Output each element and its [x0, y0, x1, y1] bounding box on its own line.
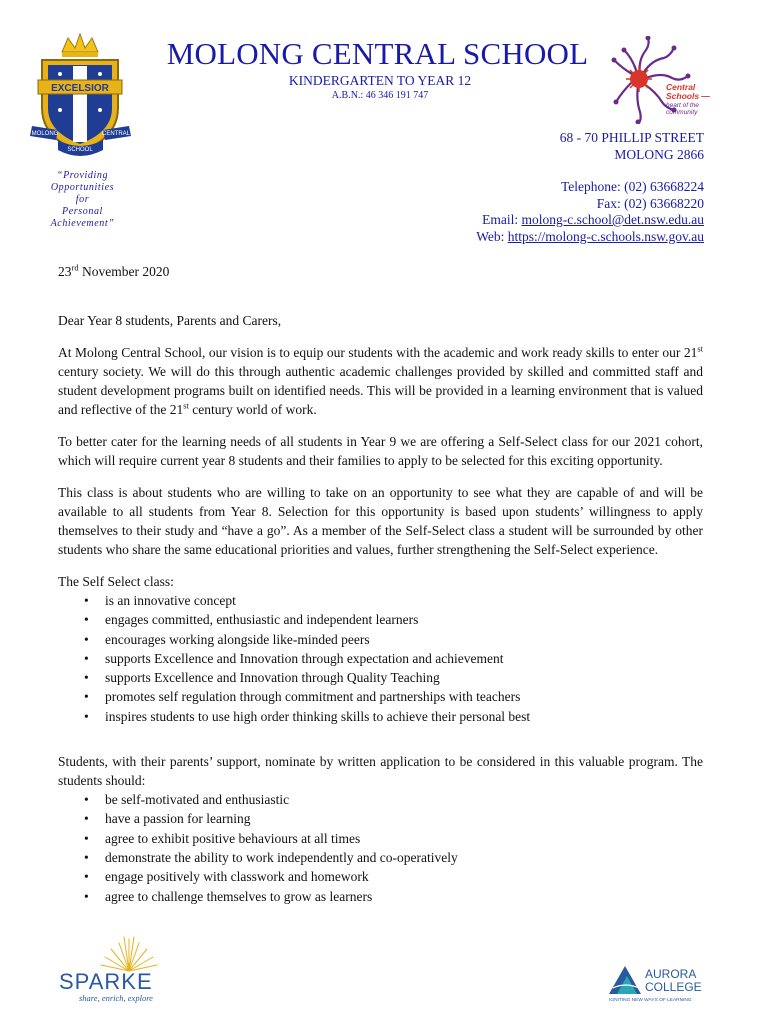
list-item: • supports Excellence and Innovation through Quality Teaching — [105, 668, 703, 687]
sparke-wordmark: SPARKE — [59, 969, 153, 994]
crest-ribbon-left: MOLONG — [31, 131, 59, 137]
sparke-logo — [55, 935, 170, 1005]
school-title: MOLONG CENTRAL SCHOOL — [166, 36, 589, 71]
student-requirements-list — [58, 790, 703, 906]
address-telephone: Telephone: (02) 63668224 — [560, 179, 704, 194]
motto-line: Opportunities — [50, 182, 115, 193]
web-label: Web: — [476, 228, 508, 244]
list-item: • is an innovative concept — [105, 591, 703, 610]
email-link[interactable]: molong-c.school@det.nsw.edu.au — [521, 212, 704, 227]
school-abn: A.B.N.: 46 346 191 747 — [331, 90, 429, 101]
list-item: • engages committed, enthusiastic and independent learners — [105, 610, 703, 629]
address-street: 68 - 70 PHILLIP STREET — [559, 130, 704, 145]
aurora-tagline: IGNITING NEW WAYS OF LEARNING — [609, 998, 692, 1003]
email-label: Email: — [482, 212, 522, 227]
school-crest — [28, 30, 133, 165]
motto-line: “Providing — [56, 170, 109, 181]
p1-sup1: st — [697, 343, 703, 354]
p1-part-a: At Molong Central School, our vision is to equip our students with the academic and work ready skills to enter our 21 — [58, 345, 698, 360]
address-block — [476, 130, 704, 245]
central-logo-line4: community — [666, 109, 698, 116]
address-web-row — [476, 229, 704, 246]
list-item: • agree to exhibit positive behaviours at all times — [105, 829, 703, 848]
p1-sup2: st — [183, 400, 189, 411]
self-select-features-list — [58, 591, 703, 726]
crest-banner-text: EXCELSIOR — [51, 83, 109, 94]
letter-body — [58, 262, 703, 906]
paragraph-offer: To better cater for the learning needs of all students in Year 9 we are offering a Self-Select class for our 2021 cohort, which will require current year 8 students and their families to apply to be selected for this exciting opportunity. — [58, 434, 703, 468]
aurora-college-logo — [605, 962, 715, 1004]
address-email-row — [476, 212, 704, 229]
p1-part-c: century world of work. — [188, 402, 317, 417]
date-day: 23 — [58, 264, 72, 279]
p1-part-b: century society. We will do this through authentic academic challenges provided by skilled and committed staff and student development programs built on identified needs. This will be provided in a learning environment that is valued and reflective of the 21 — [58, 364, 703, 417]
web-link[interactable]: https://molong-c.schools.nsw.gov.au — [507, 228, 704, 244]
date-rest: November 2020 — [78, 264, 170, 279]
school-motto — [30, 170, 135, 230]
letter-date — [58, 262, 703, 281]
list-item: • agree to challenge themselves to grow as learners — [105, 887, 703, 906]
paragraph-vision — [58, 343, 703, 419]
central-logo-line3: heart of the — [666, 102, 699, 109]
central-logo-line2: Schools — — [666, 91, 710, 101]
list-item: • promotes self regulation through commitment and partnerships with teachers — [105, 687, 703, 706]
list-item: • engage positively with classwork and homework — [105, 867, 703, 886]
aurora-line2: COLLEGE — [645, 980, 702, 994]
address-town: MOLONG 2866 — [614, 146, 704, 162]
crest-ribbon-bottom: SCHOOL — [67, 147, 93, 153]
sparke-tagline: share, enrich, explore — [79, 993, 153, 1003]
motto-line: Personal — [62, 206, 103, 217]
school-subtitle: KINDERGARTEN TO YEAR 12 — [288, 73, 472, 88]
list-item: • inspires students to use high order thinking skills to achieve their personal best — [105, 707, 703, 726]
motto-line: for — [75, 194, 90, 205]
crest-ribbon-right: CENTRAL — [101, 131, 131, 137]
list-item: • supports Excellence and Innovation through expectation and achievement — [105, 649, 703, 668]
central-logo-line1: Central — [666, 82, 696, 92]
list-item: • demonstrate the ability to work independently and co-operatively — [105, 848, 703, 867]
list1-intro: The Self Select class: — [58, 574, 174, 589]
central-schools-logo — [610, 36, 720, 124]
date-suffix: rd — [71, 262, 79, 273]
motto-line: Achievement” — [50, 218, 115, 229]
list-item: • have a passion for learning — [105, 809, 703, 828]
letter-greeting: Dear Year 8 students, Parents and Carers, — [58, 313, 282, 328]
paragraph-nominate: Students, with their parents’ support, nominate by written application to be considered in this valuable program. The students should: — [58, 754, 703, 789]
address-fax: Fax: (02) 63668220 — [596, 195, 704, 211]
aurora-line1: AURORA — [645, 967, 697, 981]
list-item: • encourages working alongside like-minded peers — [105, 630, 703, 649]
paragraph-class: This class is about students who are willing to take on an opportunity to see what they are capable of and will be available to all students from Year 8. Selection for this opportunity is based upon students’ willingness to apply themselves to their study and “have a go”. As a member of the Self-Select class a student will be surrounded by other students who share the same educational priorities and values, further strengthening the Self-Select experience. — [58, 485, 703, 557]
list-item: • be self-motivated and enthusiastic — [105, 790, 703, 809]
